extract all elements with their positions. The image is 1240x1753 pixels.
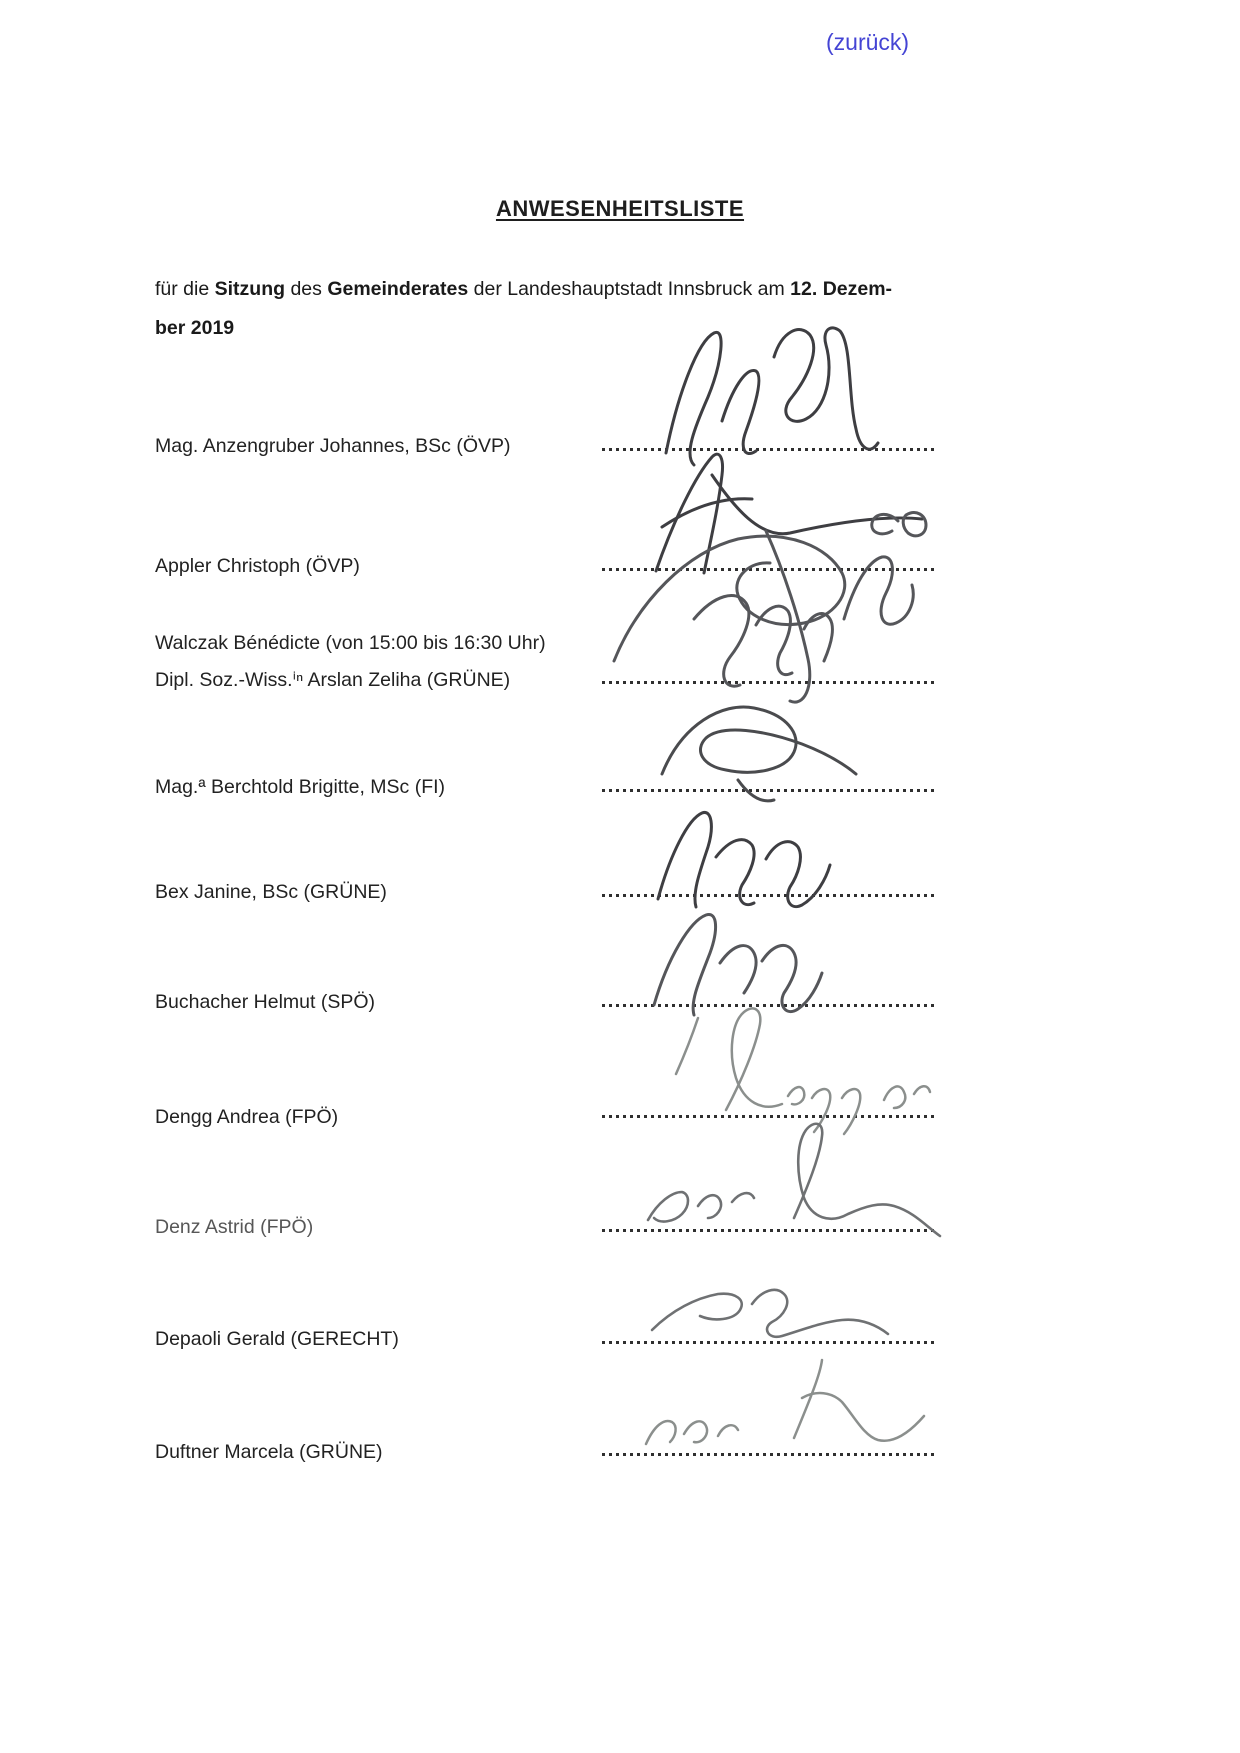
attendee-name-line: Walczak Bénédicte (von 15:00 bis 16:30 Uhr) [155,632,546,654]
attendee-name [155,769,445,806]
signature-line [602,681,938,684]
attendee-name-line: Bex Janine, BSc (GRÜNE) [155,881,387,903]
attendee-name [155,984,375,1021]
signature-line [602,1453,938,1456]
back-link[interactable]: (zurück) [826,29,910,55]
signature-line [602,1229,938,1232]
handwritten-signature [598,491,942,721]
subtitle-part: der Landeshauptstadt Innsbruck am [468,278,791,300]
attendee-name-line: Dengg Andrea (FPÖ) [155,1106,339,1128]
subtitle-part: des [285,278,328,300]
handwritten-signature [598,759,942,929]
signature-line [602,894,938,897]
signature-line [602,448,938,451]
signature-line [602,568,938,571]
handwritten-signature [598,654,942,824]
attendee-name-line: Dipl. Soz.-Wiss.ⁱⁿ Arslan Zeliha (GRÜNE) [155,669,511,691]
signature-line [602,1004,938,1007]
attendee-name [155,548,360,585]
attendee-name [155,428,511,465]
subtitle-part: Sitzung [214,278,286,300]
subtitle-part: für die [155,278,215,300]
subtitle-part: Gemeinderates [327,278,469,300]
handwritten-signature [598,433,942,603]
subtitle [155,270,965,348]
attendee-name [155,1434,383,1471]
attendee-name-line: Duftner Marcela (GRÜNE) [155,1441,383,1463]
page-title-text: ANWESENHEITSLISTE [495,196,745,221]
attendee-name [155,1321,399,1358]
signature-line [602,789,938,792]
attendee-name [155,874,387,911]
signature-line [602,1341,938,1344]
attendee-name-line: Buchacher Helmut (SPÖ) [155,991,375,1013]
subtitle-part: ber 2019 [155,317,235,339]
page-title [0,196,1240,222]
attendee-name-line: Depaoli Gerald (GERECHT) [155,1328,399,1350]
attendee-name [155,1099,338,1136]
attendee-name-line: Appler Christoph (ÖVP) [155,555,360,577]
attendee-name-line: Denz Astrid (FPÖ) [155,1216,314,1238]
attendee-name-line: Mag. Anzengruber Johannes, BSc (ÖVP) [155,435,511,457]
attendee-name-line: Mag.ª Berchtold Brigitte, MSc (FI) [155,776,446,798]
attendee-name [155,625,546,699]
attendee-name [155,1209,313,1246]
signature-line [602,1115,938,1118]
subtitle-part: 12. Dezem- [790,278,893,300]
handwritten-signature [598,1094,942,1264]
